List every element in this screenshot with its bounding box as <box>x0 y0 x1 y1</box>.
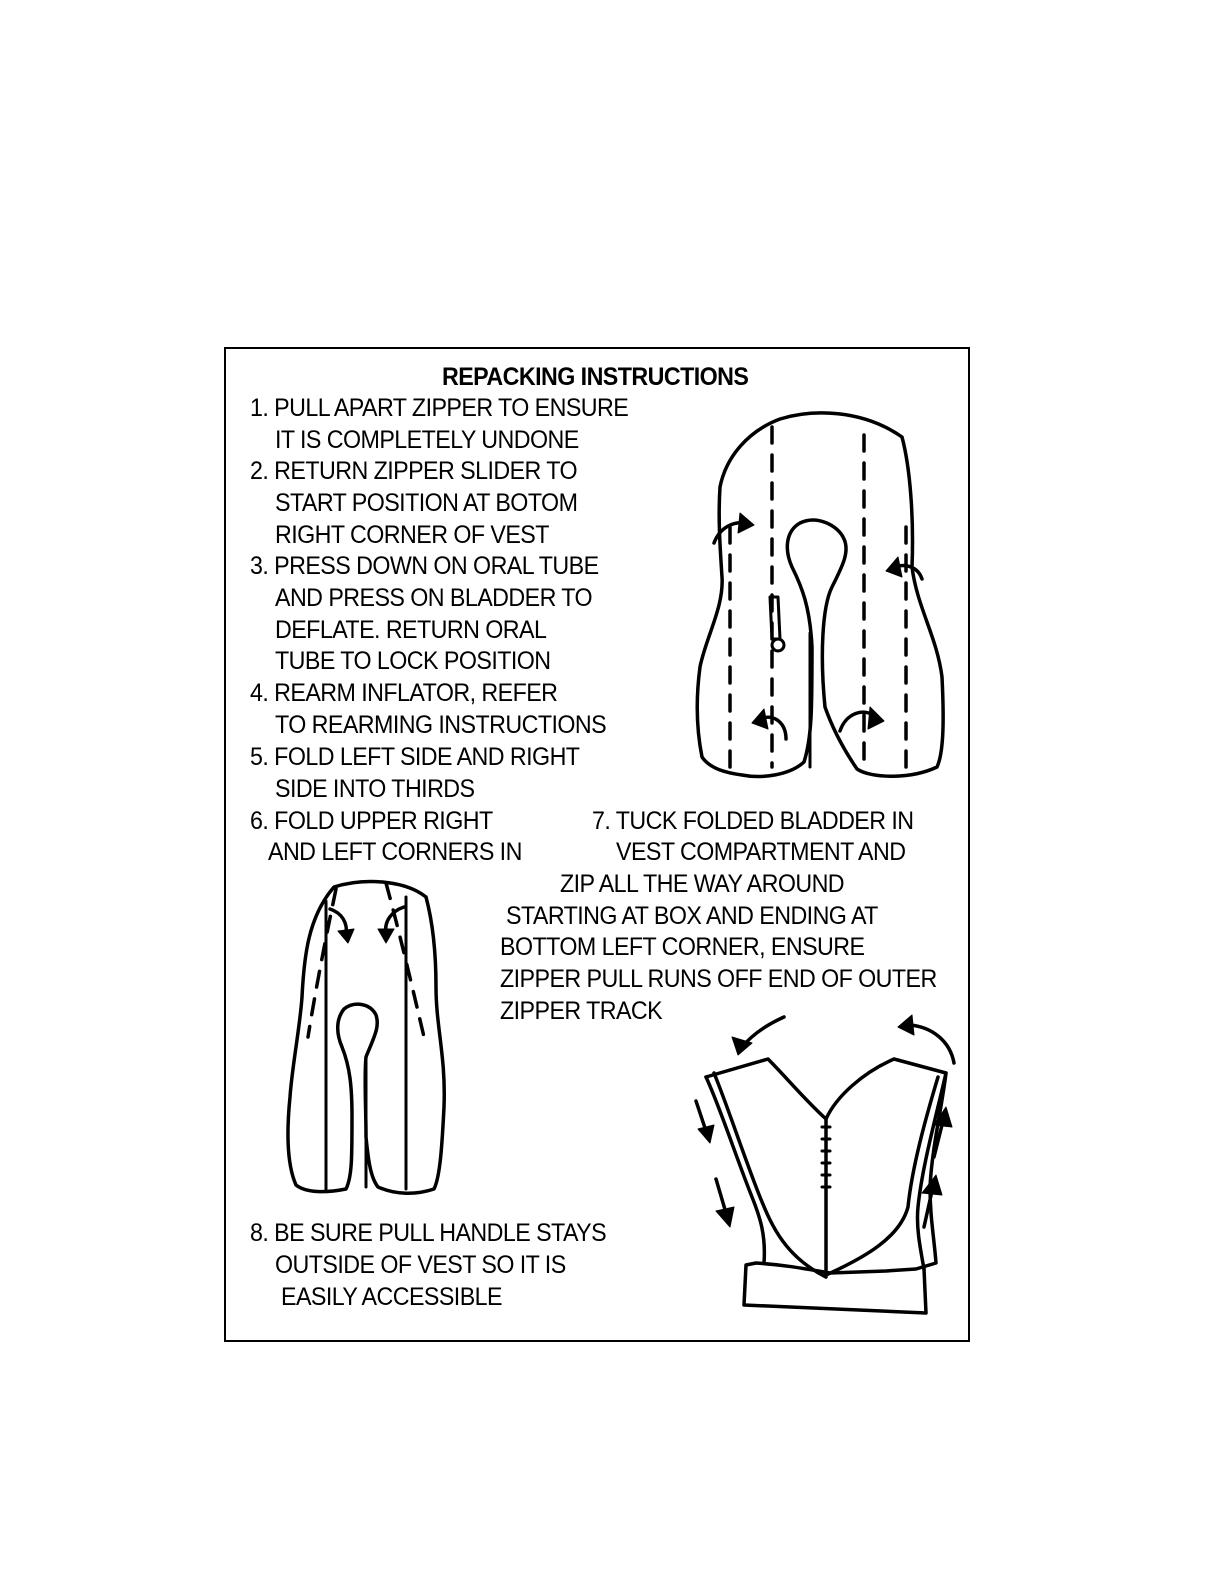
zip-arrow-left-lower-head <box>716 1207 734 1227</box>
vest-corners-folded-illustration <box>286 877 446 1199</box>
oral-tube-valve <box>772 639 784 651</box>
step-8-line-3: EASILY ACCESSIBLE <box>281 1283 502 1311</box>
step-7-line-3: ZIP ALL THE WAY AROUND <box>560 870 845 898</box>
fold-arrow-lower-left-head <box>752 709 768 729</box>
corner-arrow-right-head <box>378 929 394 943</box>
step-7-line-4: STARTING AT BOX AND ENDING AT <box>506 902 878 930</box>
oral-tube <box>770 597 780 639</box>
fold-arrow-lower-right-head <box>868 707 884 729</box>
zip-arrow-left-lower <box>716 1179 726 1213</box>
step-7-line-1: 7. TUCK FOLDED BLADDER IN <box>592 807 914 835</box>
instruction-card <box>224 347 970 1342</box>
zip-arrow-left-upper-head <box>698 1125 714 1143</box>
step-7-line-2: VEST COMPARTMENT AND <box>616 838 906 866</box>
step-3-line-1: 3. PRESS DOWN ON ORAL TUBE <box>250 552 599 580</box>
corner-arrow-left-head <box>338 929 354 943</box>
fold-arrow-upper-left-head <box>738 513 754 533</box>
step-8-line-1: 8. BE SURE PULL HANDLE STAYS <box>250 1219 607 1247</box>
step-4-line-2: TO REARMING INSTRUCTIONS <box>275 711 607 739</box>
step-3-line-4: TUBE TO LOCK POSITION <box>275 647 551 675</box>
step-4-line-1: 4. REARM INFLATOR, REFER <box>250 679 558 707</box>
step-7-line-7: ZIPPER TRACK <box>500 997 663 1025</box>
step-2-line-2: START POSITION AT BOTOM <box>275 489 578 517</box>
step-3-line-3: DEFLATE. RETURN ORAL <box>275 616 547 644</box>
step-8-line-2: OUTSIDE OF VEST SO IT IS <box>275 1251 566 1279</box>
vest-zip-around-illustration <box>686 1007 968 1319</box>
step-6-line-1: 6. FOLD UPPER RIGHT <box>250 807 493 835</box>
zip-arrow-left-upper <box>696 1101 706 1131</box>
zip-arrow-top-right <box>910 1025 954 1063</box>
step-3-line-2: AND PRESS ON BLADDER TO <box>275 584 593 612</box>
step-1-line-2: IT IS COMPLETELY UNDONE <box>275 426 579 454</box>
step-2-line-1: 2. RETURN ZIPPER SLIDER TO <box>250 457 578 485</box>
step-5-line-2: SIDE INTO THIRDS <box>275 775 475 803</box>
zip-arrow-top-right-head <box>898 1015 914 1035</box>
step-2-line-3: RIGHT CORNER OF VEST <box>275 521 549 549</box>
vest-left-edge-outer <box>706 1077 764 1263</box>
step-5-line-1: 5. FOLD LEFT SIDE AND RIGHT <box>250 743 580 771</box>
step-6-line-2: AND LEFT CORNERS IN <box>268 838 522 866</box>
card-title: REPACKING INSTRUCTIONS <box>442 363 749 391</box>
step-7-line-5: BOTTOM LEFT CORNER, ENSURE <box>500 933 865 961</box>
step-1-line-1: 1. PULL APART ZIPPER TO ENSURE <box>250 394 629 422</box>
step-7-line-6: ZIPPER PULL RUNS OFF END OF OUTER <box>500 965 937 993</box>
vest-fold-thirds-illustration <box>692 407 946 779</box>
fold-arrow-upper-right-head <box>886 557 902 577</box>
